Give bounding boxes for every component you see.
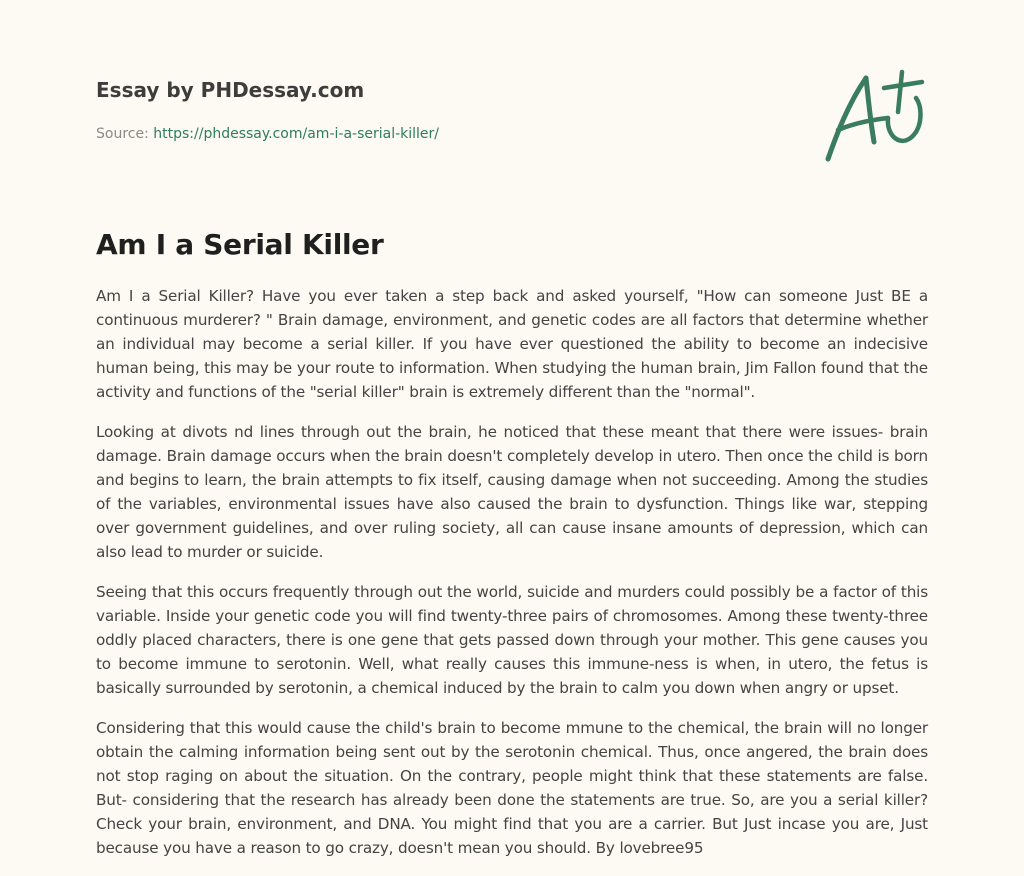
source-line xyxy=(96,124,696,144)
essay-title: Am I a Serial Killer xyxy=(96,228,384,261)
essay-body xyxy=(96,284,928,876)
brand-title: Essay by PHDessay.com xyxy=(96,78,365,102)
essay-paragraph: Seeing that this occurs frequently through out the world, suicide and murders could possibly be a factor of this variable. Inside your genetic code you will find twenty-three pairs of chromosomes. Among these twenty-three oddly placed characters, there is one gene that gets passed down through your mother. This gene causes you to become immune to serotonin. Well, what really causes this immune-ness is when, in utero, the fetus is basically surrounded by serotonin, a chemical induced by the brain to calm you down when angry or upset. xyxy=(96,583,928,697)
essay-paragraph: Looking at divots nd lines through out the brain, he noticed that these meant that there were issues- brain damage. Brain damage occurs when the brain doesn't completely develop in utero. Then once the child is born and begins to learn, the brain attempts to fix itself, causing damage when not succeeding. Among the studies of the variables, environmental issues have also caused the brain to dysfunction. Things like war, stepping over government guidelines, and over ruling society, all can cause insane amounts of depression, which can also lead to murder or suicide. xyxy=(96,423,928,561)
essay-paragraph: Considering that this would cause the child's brain to become mmune to the chemical, the brain will no longer obtain the calming information being sent out by the serotonin chemical. Thus, once angered, the brain does not stop raging on about the situation. On the contrary, people might think that these statements are false. But- considering that the research has already been done the statements are true. So, are you a serial killer? Check your brain, environment, and DNA. You might find that you are a carrier. But Just incase you are, Just because you have a reason to go crazy, doesn't mean you should. By lovebree95 xyxy=(96,719,928,857)
source-label: Source: xyxy=(96,126,154,142)
page-header xyxy=(96,76,696,144)
a-plus-logo-icon xyxy=(822,66,932,166)
essay-paragraph: Am I a Serial Killer? Have you ever taken a step back and asked yourself, "How can someone Just BE a continuous murderer? " Brain damage, environment, and genetic codes are all factors that determine whether an individual may become a serial killer. If you have ever questioned the ability to become an indecisive human being, this may be your route to information. When studying the human brain, Jim Fallon found that the activity and functions of the "serial killer" brain is extremely different than the "normal". xyxy=(96,287,928,401)
source-link[interactable]: https://phdessay.com/am-i-a-serial-killer/ xyxy=(153,126,440,142)
